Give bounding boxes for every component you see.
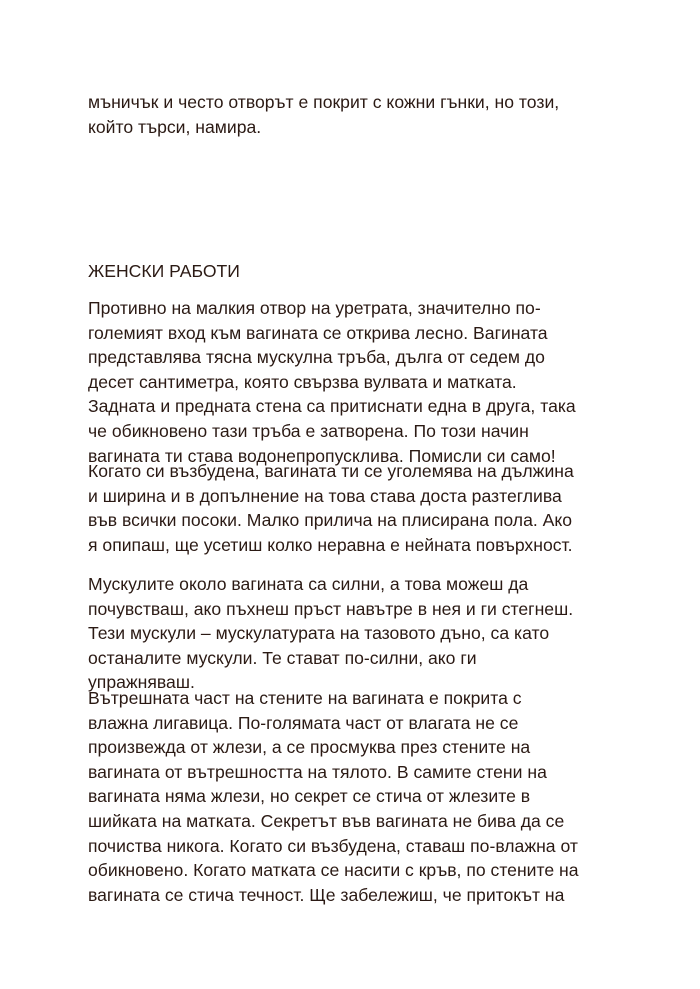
paragraph-line: вагината няма жлези, но секрет се стича от жлезите в [88,786,531,807]
paragraph-line: обикновено. Когато матката се насити с кръв, по стените на [88,860,579,881]
paragraph-line: Вътрешната част на стените на вагината е покрита с [88,688,522,708]
paragraph-line: че обикновено тази тръба е затворена. По този начин [88,420,529,441]
paragraph-lining [88,686,648,907]
paragraph-line: упражняваш. [88,672,195,693]
paragraph-line: Противно на малкия отвор на уретрата, значително по- [88,298,541,318]
paragraph-muscles [88,572,648,695]
paragraph-line: я опипаш, ще усетиш колко неравна е нейната повърхност. [88,534,573,555]
paragraph-line: Тези мускули – мускулатурата на тазовото дъно, са като [88,623,550,644]
paragraph-line: представлява тясна мускулна тръба, дълга от седем до [88,347,545,368]
paragraph-line: почувстваш, ако пъхнеш пръст навътре в нея и ги стегнеш. [88,598,574,619]
paragraph-line: големият вход към вагината се открива лесно. Вагината [88,322,548,343]
paragraph-line: произвежда от жлези, а се просмуква през стените на [88,737,531,758]
paragraph-line: Задната и предната стена са притиснати една в друга, така [88,396,576,417]
paragraph-line: Мускулите около вагината са силни, а това можеш да [88,574,529,594]
paragraph-line: във всички посоки. Малко прилича на плисирана пола. Ако [88,510,573,531]
paragraph-line: и ширина и в допълнение на това става доста разтеглива [88,485,562,506]
paragraph-line: десет сантиметра, която свързва вулвата и матката. [88,371,517,392]
paragraph-arousal [88,459,648,557]
intro-line: който търси, намира. [88,116,262,137]
section-heading: ЖЕНСКИ РАБОТИ [88,261,240,281]
paragraph-line: вагината от вътрешността на тялото. В самите стени на [88,761,547,782]
paragraph-line: Когато си възбудена, вагината ти се уголемява на дължина [88,461,574,481]
paragraph-line: влажна лигавица. По-голямата част от влагата не се [88,712,519,733]
paragraph-line: вагината се стича течност. Ще забележиш, че притокът на [88,884,565,905]
intro-paragraph [88,90,648,139]
paragraph-line: останалите мускули. Те стават по-силни, ако ги [88,647,477,668]
paragraph-line: шийката на матката. Секретът във вагината не бива да се [88,810,565,831]
paragraph-vagina-description [88,296,648,468]
intro-line: мъничък и често отворът е покрит с кожни гънки, но този, [88,92,560,112]
paragraph-line: вагината ти става водонепропусклива. Помисли си само! [88,445,556,466]
paragraph-line: почиства никога. Когато си възбудена, ставаш по-влажна от [88,835,578,856]
